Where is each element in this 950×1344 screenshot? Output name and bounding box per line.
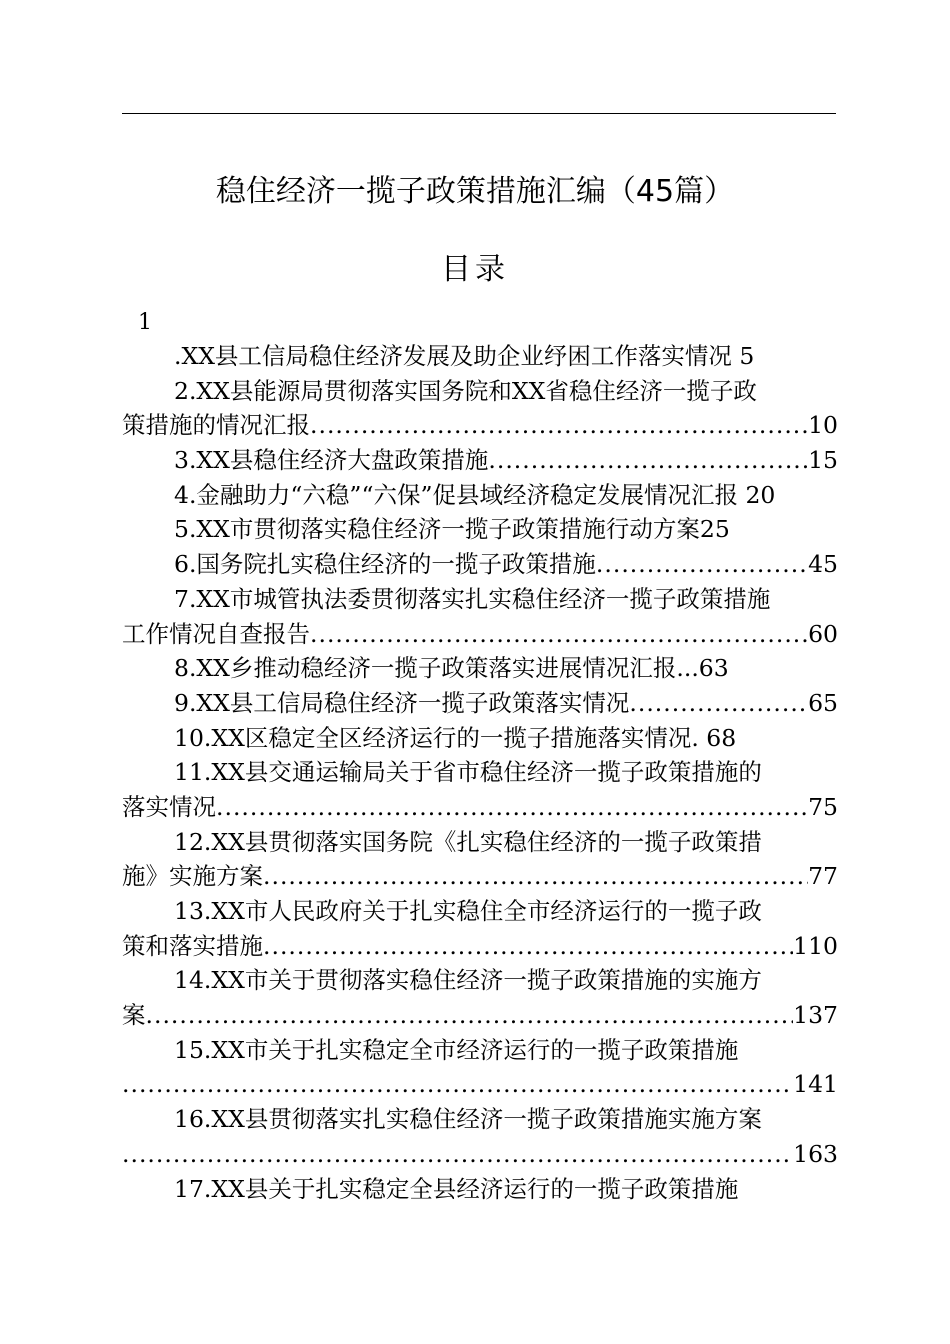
toc-entry-10[interactable]: [122, 721, 838, 756]
toc-entry-14[interactable]: [122, 963, 838, 998]
toc-entry-12-continued[interactable]: [122, 859, 838, 894]
toc-entry-4[interactable]: [122, 478, 838, 513]
toc-entry-9[interactable]: [122, 686, 838, 721]
toc-page-number: 60: [808, 619, 838, 648]
toc-entry-text: 工作情况自查报告: [122, 619, 310, 648]
toc-entry-11-continued[interactable]: [122, 790, 838, 825]
header-rule: [122, 113, 836, 114]
toc-entry-5[interactable]: [122, 512, 838, 547]
toc-entry-text: 3.XX县稳住经济大盘政策措施: [174, 446, 489, 475]
toc-entry-text: 11.XX县交通运输局关于省市稳住经济一揽子政策措施的: [174, 758, 762, 787]
toc-entry-text: 4.金融助力“六稳”“六保”促县域经济稳定发展情况汇报 20: [174, 480, 776, 509]
dot-leader: [122, 1137, 793, 1172]
toc-page-number: 141: [793, 1070, 838, 1099]
toc-page-number: 163: [793, 1139, 838, 1168]
toc-entry-text: 17.XX县关于扎实稳定全县经济运行的一揽子政策措施: [174, 1174, 739, 1203]
toc-entry-7-continued[interactable]: [122, 617, 838, 652]
toc-page-number: 45: [808, 550, 838, 579]
toc-entry-3[interactable]: [122, 443, 838, 478]
toc-entry-17[interactable]: [122, 1172, 838, 1207]
toc-page-number: 10: [808, 411, 838, 440]
toc-entry-text: 12.XX县贯彻落实国务院《扎实稳住经济的一揽子政策措: [174, 827, 762, 856]
toc-entry-text: 9.XX县工信局稳住经济一揽子政策落实情况: [174, 688, 630, 717]
dot-leader: [488, 443, 808, 478]
toc-entry-text: 14.XX市关于贯彻落实稳住经济一揽子政策措施的实施方: [174, 966, 762, 995]
toc-entry-text: 案: [122, 1001, 146, 1030]
toc-entry-text: 2.XX县能源局贯彻落实国务院和XX省稳住经济一揽子政: [174, 376, 757, 405]
toc-entry-text: 施》实施方案: [122, 862, 263, 891]
toc-entry-text: 落实情况: [122, 792, 216, 821]
toc-entry-text: 策和落实措施: [122, 931, 263, 960]
toc-entry-15-continued[interactable]: [122, 1067, 838, 1102]
dot-leader: [310, 408, 808, 443]
dot-leader: [146, 998, 794, 1033]
dot-leader: [596, 547, 808, 582]
toc-entry-1[interactable]: [122, 339, 838, 374]
toc-entry-13[interactable]: [122, 894, 838, 929]
toc-entry-text: .XX县工信局稳住经济发展及助企业纾困工作落实情况 5: [174, 342, 755, 370]
toc-page-number: 137: [793, 1001, 838, 1030]
toc-entry-15[interactable]: [122, 1033, 838, 1068]
toc-entry-text: 15.XX市关于扎实稳定全市经济运行的一揽子政策措施: [174, 1035, 739, 1064]
toc-entry-16-continued[interactable]: [122, 1137, 838, 1172]
dot-leader: [310, 617, 808, 652]
toc-page-number: 110: [793, 931, 838, 960]
toc-entry-14-continued[interactable]: [122, 998, 838, 1033]
toc-entry-text: 13.XX市人民政府关于扎实稳住全市经济运行的一揽子政: [174, 897, 762, 925]
toc-page-number: 75: [808, 792, 838, 821]
toc-entry-text: 6.国务院扎实稳住经济的一揽子政策措施: [174, 550, 596, 579]
toc-page-number: 77: [808, 862, 838, 891]
toc-entry-16[interactable]: [122, 1102, 838, 1137]
toc-entry-13-continued[interactable]: [122, 929, 838, 964]
toc-entry-text: 10.XX区稳定全区经济运行的一揽子措施落实情况. 68: [174, 723, 737, 752]
toc-page-number: 15: [808, 446, 838, 475]
toc-entry-6[interactable]: [122, 547, 838, 582]
toc-entry-text: 策措施的情况汇报: [122, 411, 310, 440]
toc-entry-7[interactable]: [122, 582, 838, 617]
dot-leader: [263, 859, 808, 894]
document-title: 稳住经济一揽子政策措施汇编（45篇）: [215, 174, 735, 209]
dot-leader: [216, 790, 808, 825]
toc-entry-2-continued[interactable]: [122, 408, 838, 443]
toc-entry-2[interactable]: [122, 374, 838, 409]
table-of-contents: [122, 339, 838, 1206]
toc-entry-text: 16.XX县贯彻落实扎实稳住经济一揽子政策措施实施方案: [174, 1105, 762, 1134]
toc-entry-text: 5.XX市贯彻落实稳住经济一揽子政策措施行动方案25: [174, 515, 730, 544]
toc-entry-11[interactable]: [122, 755, 838, 790]
toc-heading: 目录: [441, 252, 509, 287]
dot-leader: [122, 1067, 793, 1102]
stray-list-number: 1: [138, 310, 152, 335]
toc-entry-text: 8.XX乡推动稳经济一揽子政策落实进展情况汇报...63: [174, 654, 729, 683]
toc-entry-text: 7.XX市城管执法委贯彻落实扎实稳住经济一揽子政策措施: [174, 584, 771, 613]
dot-leader: [629, 686, 808, 721]
toc-entry-8[interactable]: [122, 651, 838, 686]
dot-leader: [263, 929, 793, 964]
toc-page-number: 65: [808, 688, 838, 717]
toc-entry-12[interactable]: [122, 825, 838, 860]
